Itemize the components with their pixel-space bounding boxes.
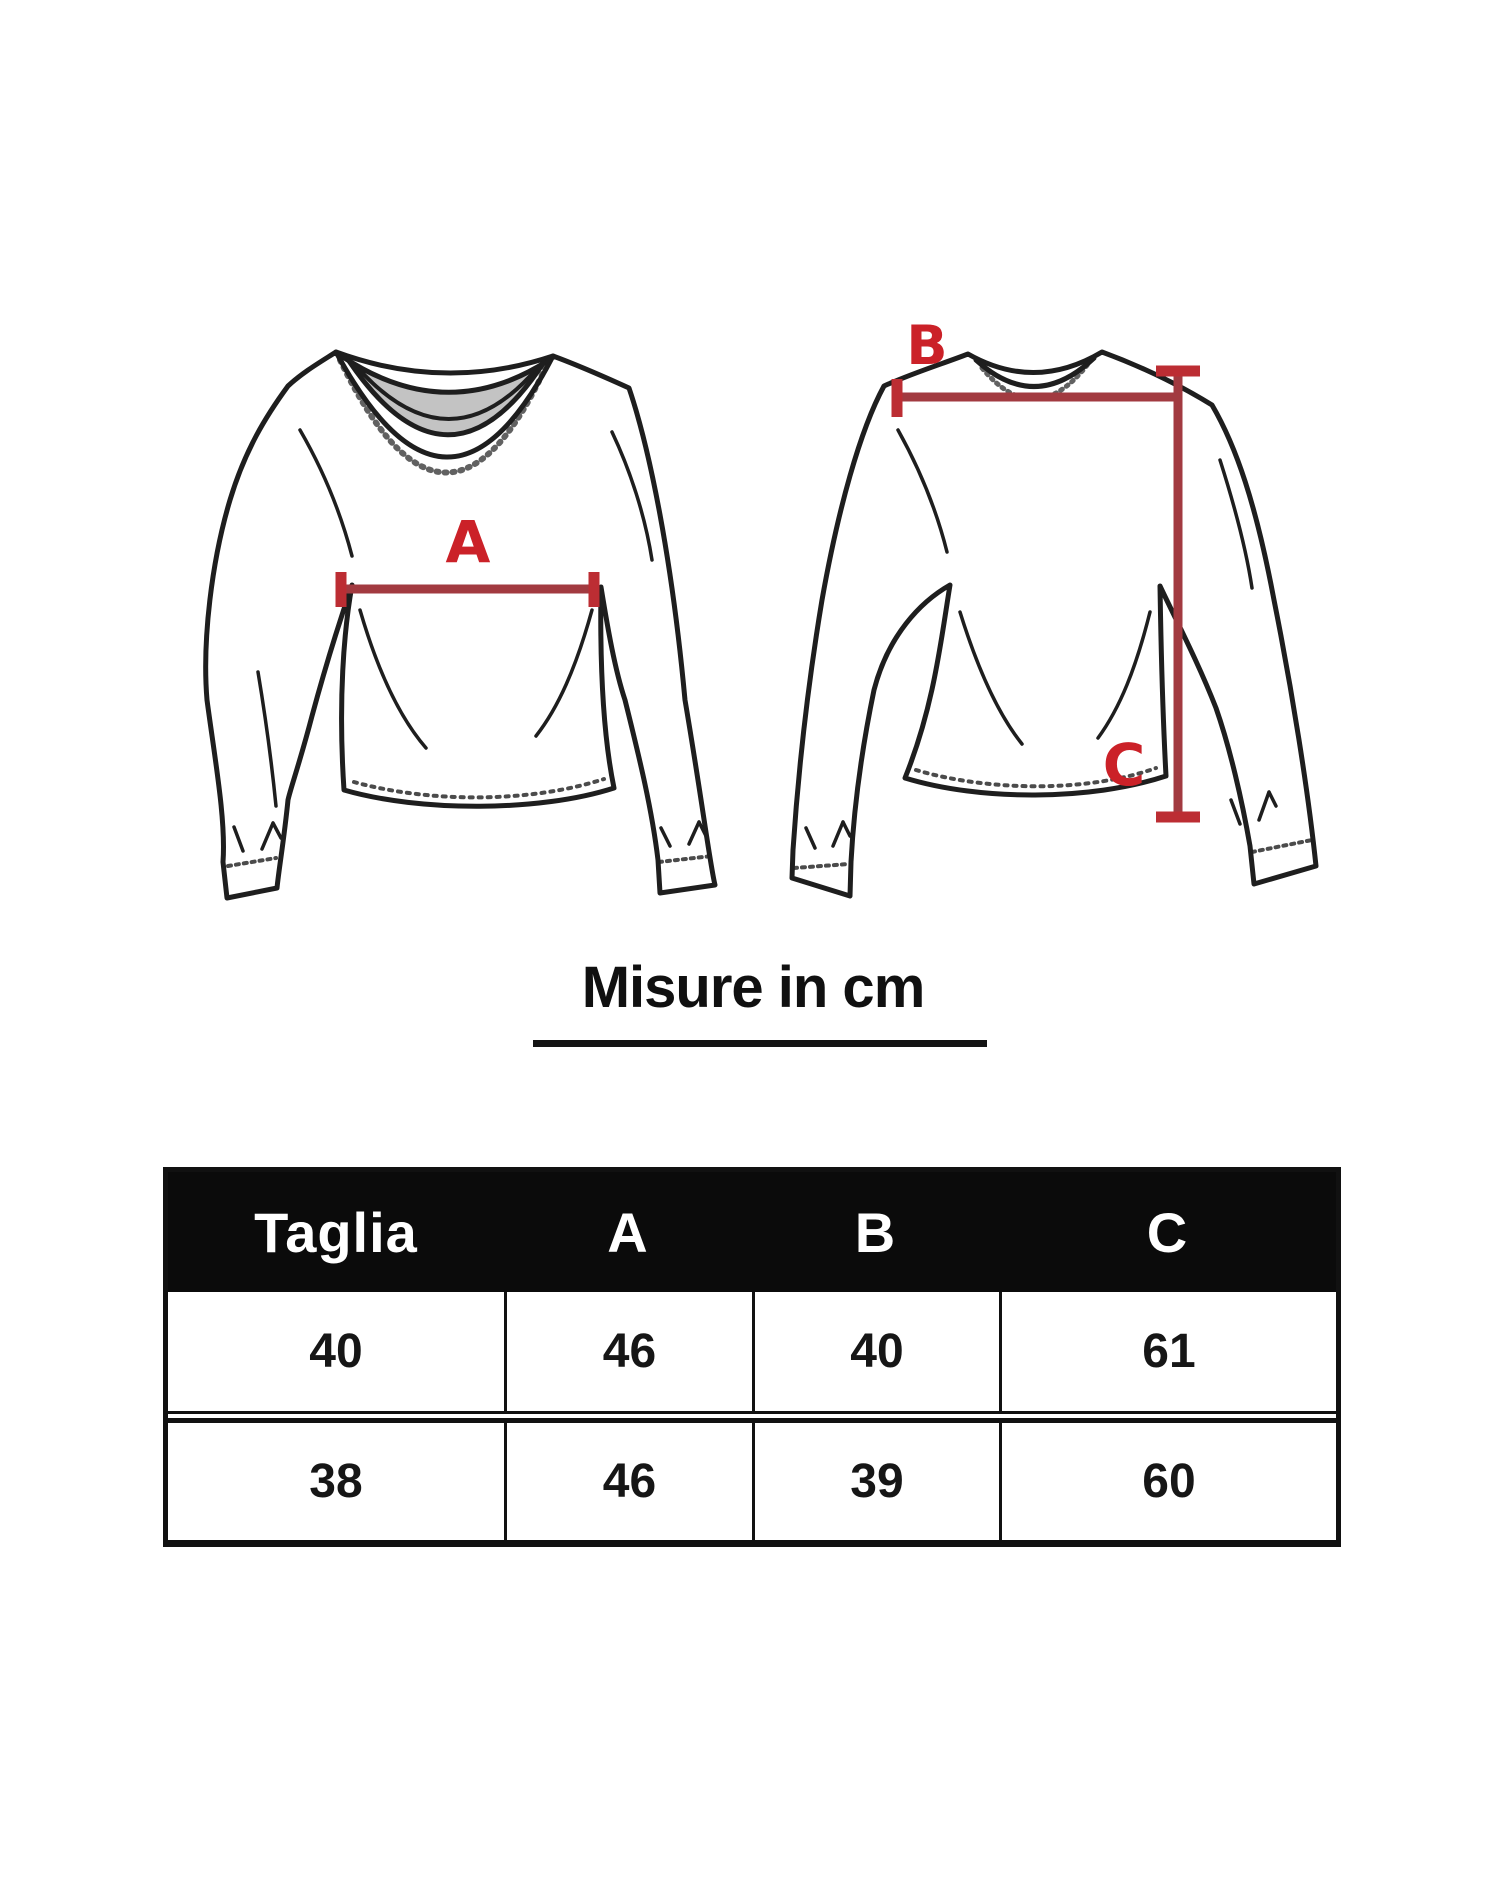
measurement-b-label: B	[906, 314, 948, 377]
size-table-header-row	[168, 1172, 1336, 1292]
title-underline	[533, 1040, 987, 1047]
page-title: Misure in cm	[581, 955, 925, 1020]
front-sweater-drawing	[206, 352, 715, 898]
table-cell-taglia: 40	[309, 1325, 363, 1378]
table-header-taglia: Taglia	[254, 1200, 418, 1264]
table-cell-a: 46	[504, 1292, 752, 1411]
measurement-c-label: C	[1102, 731, 1146, 799]
table-header-b: B	[854, 1200, 897, 1264]
table-row	[168, 1418, 1336, 1540]
table-cell-c: 61	[999, 1292, 1336, 1411]
table-cell-c: 60	[999, 1423, 1336, 1540]
size-table	[163, 1167, 1341, 1547]
table-row	[168, 1292, 1336, 1414]
table-cell-b: 40	[752, 1292, 999, 1411]
measurement-a-label: A	[445, 508, 491, 576]
table-cell-b: 39	[752, 1423, 999, 1540]
table-cell-a: 46	[504, 1423, 752, 1540]
table-cell-taglia: 38	[309, 1455, 363, 1508]
table-header-a: A	[607, 1200, 649, 1264]
table-header-c: C	[1146, 1200, 1189, 1264]
back-sweater-drawing	[792, 352, 1316, 896]
